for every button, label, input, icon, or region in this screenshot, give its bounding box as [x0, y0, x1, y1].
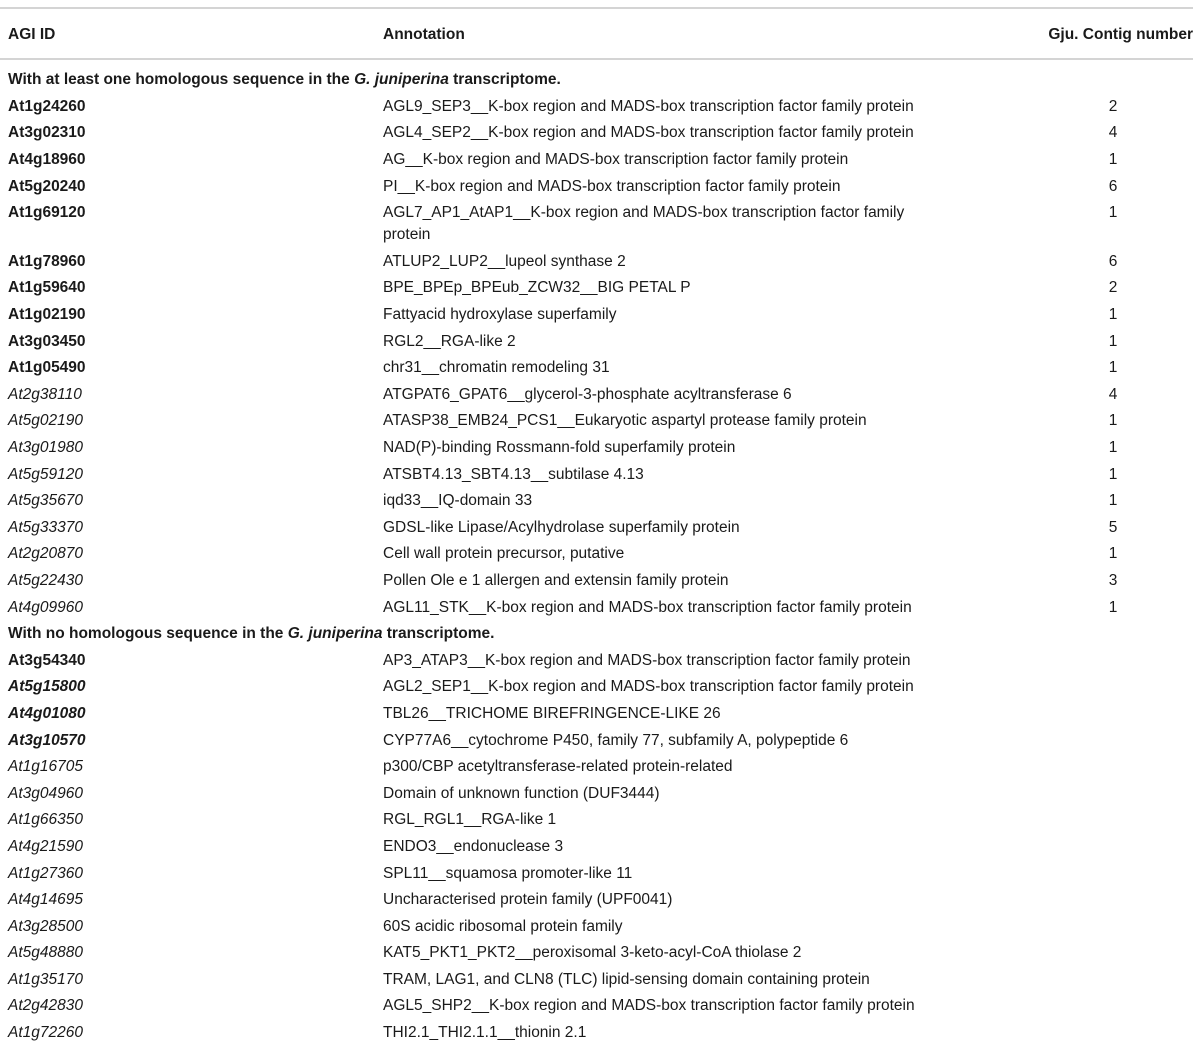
contig-number-cell: 1: [1108, 439, 1118, 457]
annotation-cell: AGL7_AP1_AtAP1__K-box region and MADS-box transcription factor family protein: [383, 204, 905, 244]
table-row: [0, 249, 1193, 276]
agi-id-cell: At3g54340: [8, 651, 86, 669]
agi-id-cell: At3g28500: [8, 917, 83, 935]
annotation-cell: ATGPAT6_GPAT6__glycerol-3-phosphate acyltransferase 6: [383, 385, 792, 403]
annotation-cell: ATSBT4.13_SBT4.13__subtilase 4.13: [383, 465, 644, 483]
table-row: [0, 754, 1193, 781]
table-row: [0, 355, 1193, 382]
annotation-cell: Uncharacterised protein family (UPF0041): [383, 891, 673, 909]
agi-id-cell: At5g22430: [8, 571, 83, 589]
contig-number-cell: 1: [1108, 598, 1118, 616]
table-row: [0, 200, 1193, 249]
agi-id-cell: At4g14695: [8, 891, 83, 909]
section-heading: [0, 67, 1193, 94]
annotation-cell: AGL4_SEP2__K-box region and MADS-box transcription factor family protein: [383, 124, 914, 142]
annotation-cell: Domain of unknown function (DUF3444): [383, 784, 660, 802]
agi-id-cell: At4g18960: [8, 151, 86, 169]
table-row: [0, 807, 1193, 834]
table-row: [0, 967, 1193, 994]
annotation-cell: Fattyacid hydroxylase superfamily: [383, 306, 617, 324]
annotation-cell: CYP77A6__cytochrome P450, family 77, subfamily A, polypeptide 6: [383, 731, 849, 749]
agi-id-cell: At5g02190: [8, 412, 83, 430]
annotation-cell: NAD(P)-binding Rossmann-fold superfamily protein: [383, 439, 736, 457]
agi-id-cell: At1g24260: [8, 97, 86, 115]
annotation-cell: AG__K-box region and MADS-box transcription factor family protein: [383, 151, 849, 169]
table-row: [0, 1020, 1193, 1046]
annotation-cell: Pollen Ole e 1 allergen and extensin family protein: [383, 571, 729, 589]
agi-id-cell: At4g01080: [8, 704, 86, 722]
annotation-cell: THI2.1_THI2.1.1__thionin 2.1: [383, 1024, 587, 1042]
contig-number-cell: 1: [1108, 545, 1118, 563]
contig-number-cell: 1: [1108, 359, 1118, 377]
table-row: [0, 647, 1193, 674]
table-row: [0, 94, 1193, 121]
table-row: [0, 594, 1193, 621]
table-row: [0, 887, 1193, 914]
contig-number-cell: 1: [1108, 465, 1118, 483]
annotation-cell: AGL2_SEP1__K-box region and MADS-box transcription factor family protein: [383, 678, 914, 696]
section-heading-species: G. juniperina: [287, 625, 383, 643]
section-heading-text: With at least one homologous sequence in the: [8, 71, 355, 89]
table-row: [0, 993, 1193, 1020]
agi-id-cell: At3g02310: [8, 124, 86, 142]
contig-number-cell: 4: [1108, 385, 1118, 403]
table-row: [0, 488, 1193, 515]
agi-id-cell: At1g78960: [8, 252, 86, 270]
section-heading-text-end: transcriptome.: [448, 71, 561, 89]
contig-number-cell: 1: [1108, 332, 1118, 350]
table-row: [0, 515, 1193, 542]
annotation-cell: AGL11_STK__K-box region and MADS-box transcription factor family protein: [383, 598, 912, 616]
table-row: [0, 461, 1193, 488]
agi-id-cell: At5g59120: [8, 465, 83, 483]
table-row: [0, 408, 1193, 435]
agi-id-cell: At2g42830: [8, 997, 83, 1015]
table-row: [0, 780, 1193, 807]
agi-id-cell: At3g03450: [8, 332, 86, 350]
agi-id-cell: At4g09960: [8, 598, 83, 616]
header-agi-id: AGI ID: [8, 26, 56, 43]
agi-id-cell: At5g33370: [8, 518, 83, 536]
annotation-cell: ENDO3__endonuclease 3: [383, 837, 564, 855]
annotation-cell: KAT5_PKT1_PKT2__peroxisomal 3-keto-acyl-CoA thiolase 2: [383, 944, 802, 962]
annotation-cell: p300/CBP acetyltransferase-related protein-related: [383, 758, 733, 776]
agi-id-cell: At1g05490: [8, 359, 86, 377]
agi-id-cell: At3g04960: [8, 784, 83, 802]
agi-id-cell: At4g21590: [8, 837, 83, 855]
table-row: [0, 568, 1193, 595]
annotation-cell: iqd33__IQ-domain 33: [383, 492, 533, 510]
table-row: [0, 701, 1193, 728]
contig-number-cell: 6: [1108, 252, 1118, 270]
table-row: [0, 674, 1193, 701]
agi-id-cell: At1g27360: [8, 864, 83, 882]
agi-id-cell: At1g59640: [8, 279, 86, 297]
header-contig-number: Gju. Contig number: [1048, 26, 1193, 43]
table-body: [0, 67, 1193, 1046]
contig-number-cell: 1: [1108, 204, 1118, 222]
annotation-cell: RGL_RGL1__RGA-like 1: [383, 811, 557, 829]
annotation-cell: GDSL-like Lipase/Acylhydrolase superfamily protein: [383, 518, 740, 536]
contig-number-cell: 1: [1108, 492, 1118, 510]
contig-number-cell: 1: [1108, 151, 1118, 169]
agi-id-cell: At2g20870: [8, 545, 83, 563]
annotation-cell: AGL5_SHP2__K-box region and MADS-box transcription factor family protein: [383, 997, 915, 1015]
table-row: [0, 328, 1193, 355]
annotation-cell: ATASP38_EMB24_PCS1__Eukaryotic aspartyl protease family protein: [383, 412, 867, 430]
contig-number-cell: 1: [1108, 412, 1118, 430]
agi-id-cell: At3g01980: [8, 439, 83, 457]
agi-id-cell: At1g72260: [8, 1024, 83, 1042]
agi-id-cell: At5g15800: [8, 678, 86, 696]
section-heading-species: G. juniperina: [354, 71, 449, 89]
annotation-cell: Cell wall protein precursor, putative: [383, 545, 625, 563]
contig-number-cell: 2: [1108, 97, 1118, 115]
agi-id-cell: At1g69120: [8, 204, 86, 222]
agi-id-cell: At2g38110: [8, 385, 82, 403]
annotation-cell: chr31__chromatin remodeling 31: [383, 359, 610, 377]
table-row: [0, 860, 1193, 887]
agi-id-cell: At5g48880: [8, 944, 83, 962]
contig-number-cell: 6: [1108, 177, 1118, 195]
annotation-cell: TBL26__TRICHOME BIREFRINGENCE-LIKE 26: [383, 704, 721, 722]
contig-number-cell: 5: [1108, 518, 1118, 536]
table-row: [0, 173, 1193, 200]
annotation-cell: TRAM, LAG1, and CLN8 (TLC) lipid-sensing domain containing protein: [383, 970, 870, 988]
agi-id-cell: At5g35670: [8, 492, 83, 510]
header-annotation: Annotation: [383, 26, 465, 43]
table-row: [0, 302, 1193, 329]
agi-id-cell: At1g16705: [8, 758, 83, 776]
annotation-cell: BPE_BPEp_BPEub_ZCW32__BIG PETAL P: [383, 279, 691, 297]
annotation-cell: 60S acidic ribosomal protein family: [383, 917, 623, 935]
contig-number-cell: 4: [1108, 124, 1118, 142]
contig-number-cell: 3: [1108, 571, 1118, 589]
agi-id-cell: At1g02190: [8, 306, 86, 324]
table-header-row: [0, 9, 1193, 58]
annotation-cell: SPL11__squamosa promoter-like 11: [383, 864, 633, 882]
table-row: [0, 275, 1193, 302]
table-row: [0, 913, 1193, 940]
annotation-cell: ATLUP2_LUP2__lupeol synthase 2: [383, 252, 626, 270]
agi-id-cell: At1g66350: [8, 811, 83, 829]
annotation-cell: PI__K-box region and MADS-box transcription factor family protein: [383, 177, 841, 195]
table-row: [0, 541, 1193, 568]
contig-number-cell: 1: [1108, 306, 1118, 324]
table-row: [0, 727, 1193, 754]
table-row: [0, 147, 1193, 174]
agi-id-cell: At1g35170: [8, 970, 83, 988]
table-row: [0, 940, 1193, 967]
table-row: [0, 435, 1193, 462]
annotation-cell: RGL2__RGA-like 2: [383, 332, 516, 350]
agi-id-cell: At3g10570: [8, 731, 86, 749]
annotation-cell: AP3_ATAP3__K-box region and MADS-box transcription factor family protein: [383, 651, 911, 669]
section-heading-text: With no homologous sequence in the: [8, 625, 288, 643]
table-row: [0, 382, 1193, 409]
table-row: [0, 834, 1193, 861]
section-heading: [0, 621, 1193, 648]
contig-number-cell: 2: [1108, 279, 1118, 297]
annotation-cell: AGL9_SEP3__K-box region and MADS-box transcription factor family protein: [383, 97, 914, 115]
table-row: [0, 120, 1193, 147]
agi-id-cell: At5g20240: [8, 177, 86, 195]
section-heading-text-end: transcriptome.: [382, 625, 495, 643]
